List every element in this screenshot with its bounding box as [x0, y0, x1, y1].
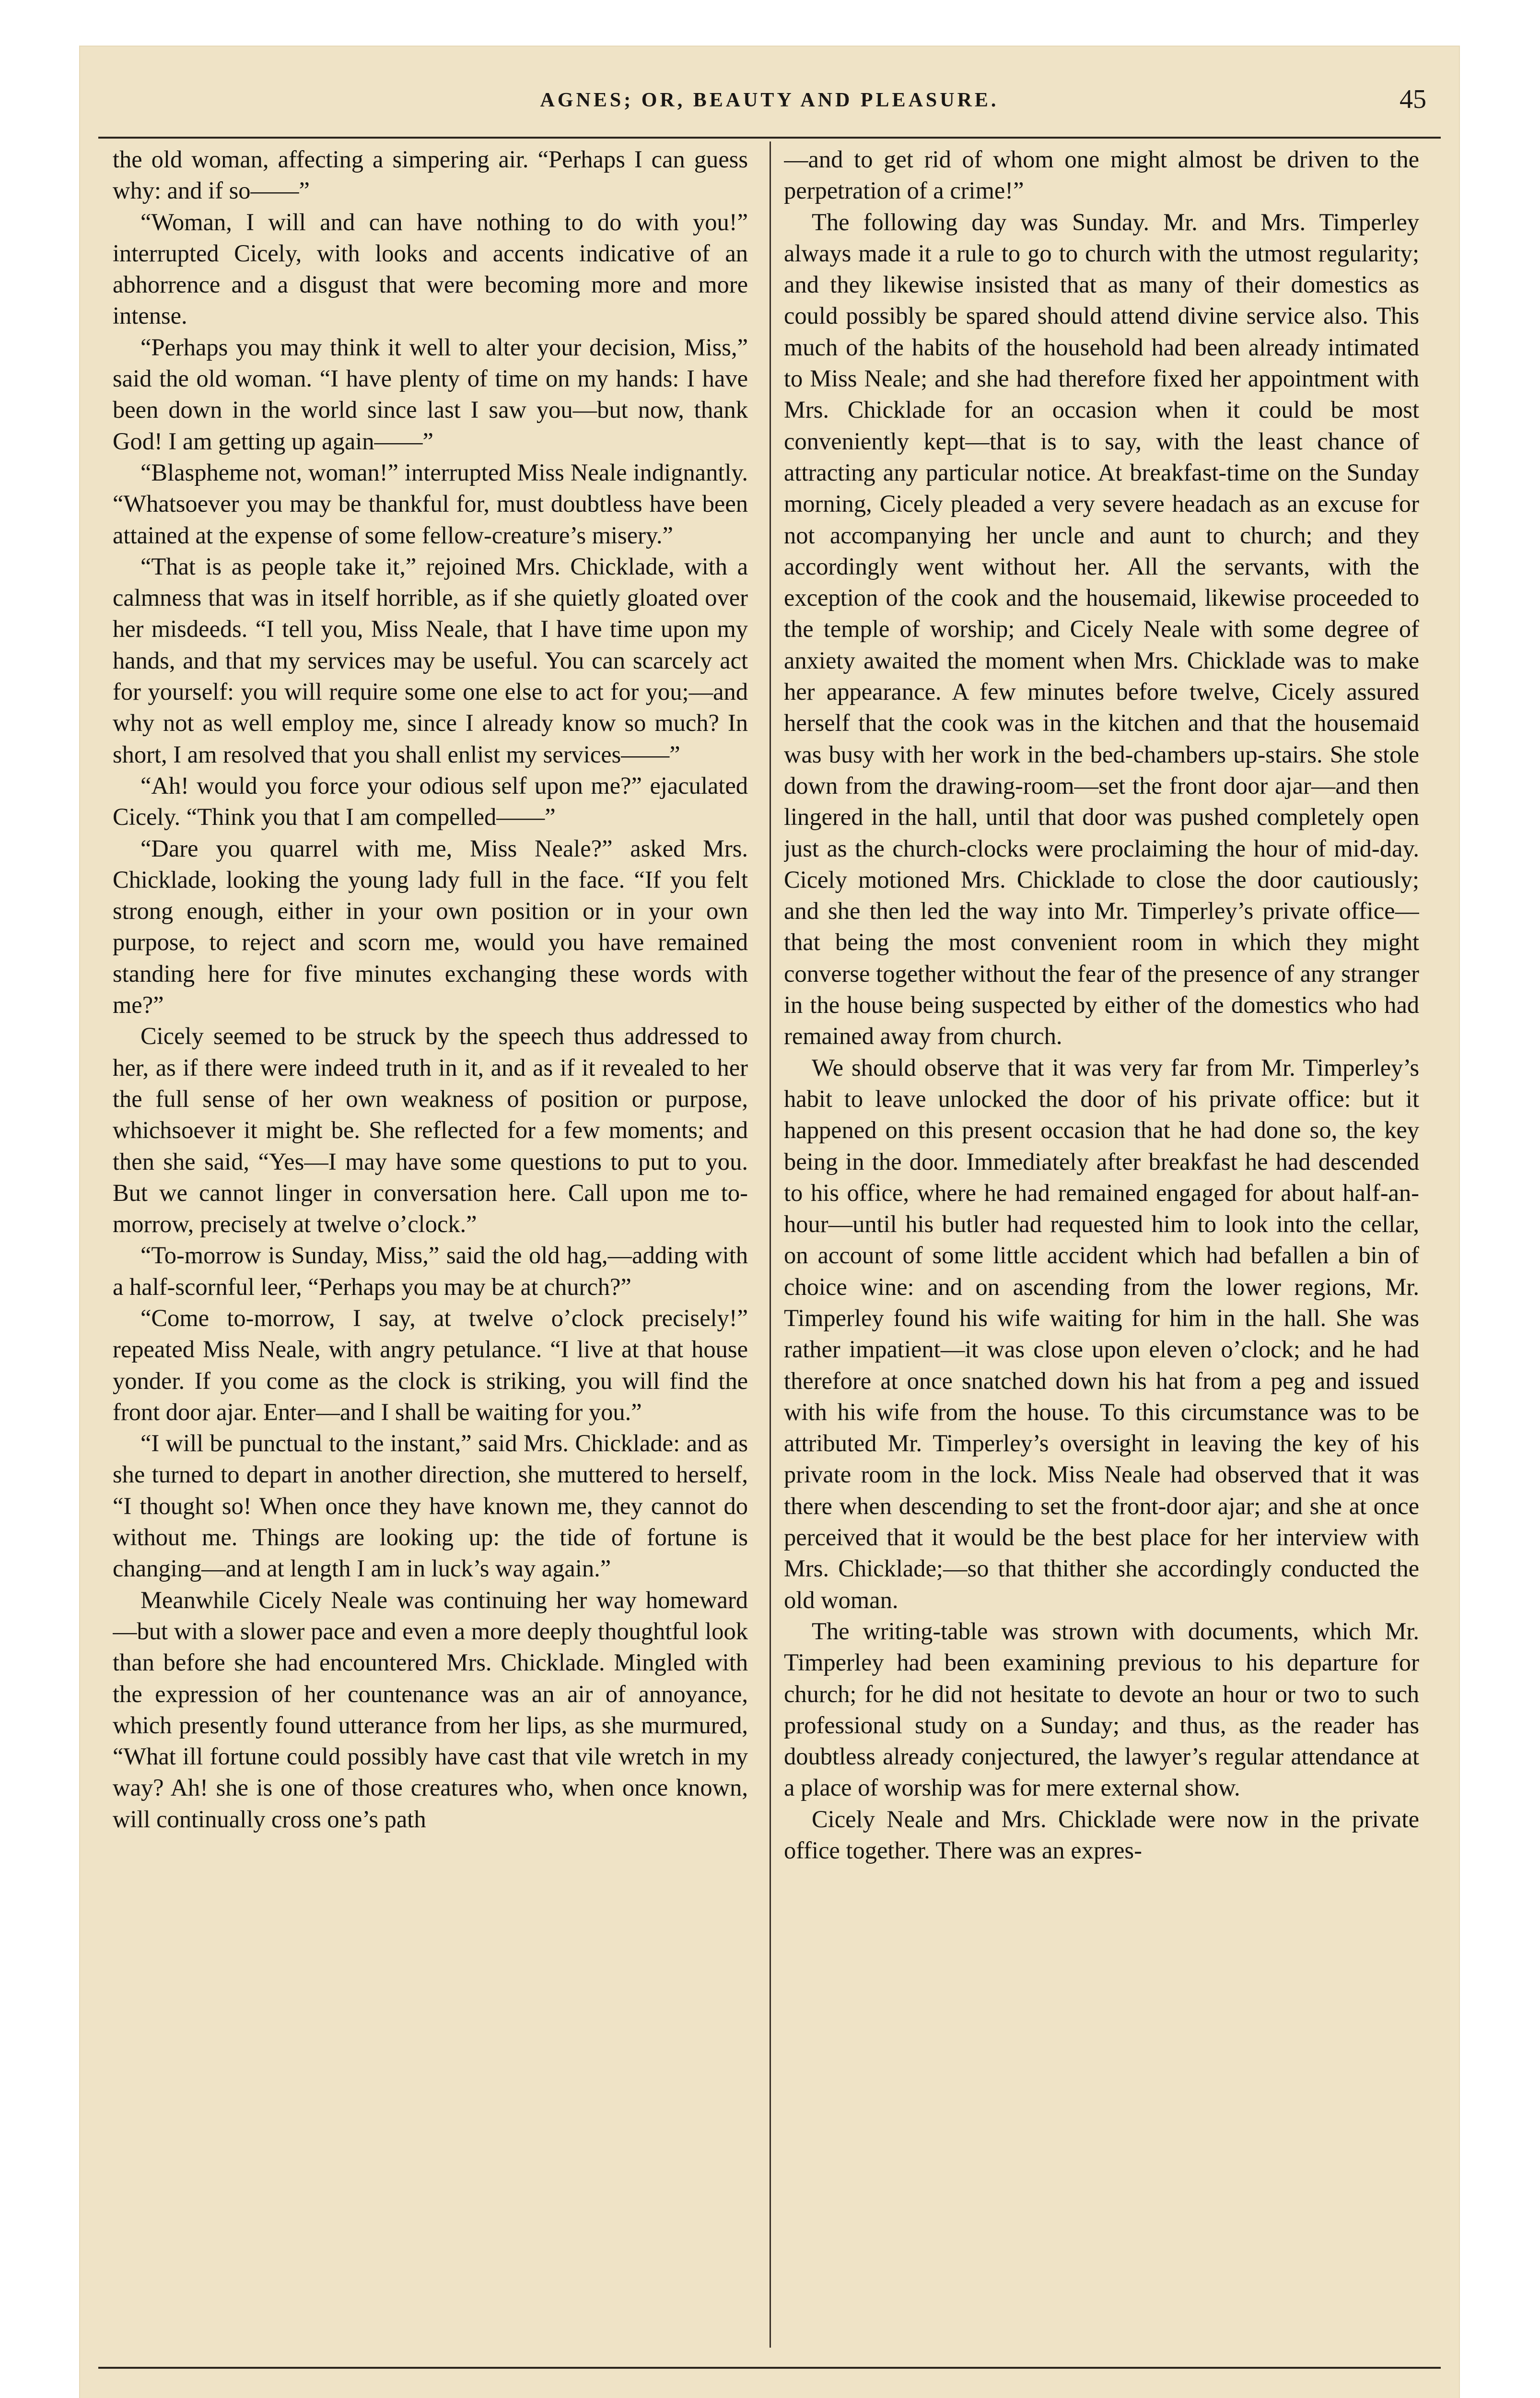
- header-rule: [98, 137, 1441, 139]
- paragraph: The following day was Sunday. Mr. and Mrs. Timperley always made it a rule to go to church with the utmost regularity; and they likewise insisted that as many of their domestics as could possibly be spared should attend divine service also. This much of the habits of the household had been already intimated to Miss Neale; and she had therefore fixed her appointment with Mrs. Chicklade for an occasion when it could be most conveniently kept—that is to say, with the least chance of attracting any particular notice. At breakfast-time on the Sunday morning, Cicely pleaded a very severe headach as an excuse for not accompanying her uncle and aunt to church; and they accordingly went without her. All the servants, with the exception of the cook and the housemaid, likewise proceeded to the temple of worship; and Cicely Neale with some degree of anxiety awaited the moment when Mrs. Chicklade was to make her appearance. A few minutes before twelve, Cicely assured herself that the cook was in the kitchen and that the housemaid was busy with her work in the bed-chambers up-stairs. She stole down from the drawing-room—set the front door ajar—and then lingered in the hall, until that door was pushed completely open just as the church-clocks were proclaiming the hour of mid-day. Cicely motioned Mrs. Chicklade to close the door cautiously; and she then led the way into Mr. Timperley’s private office—that being the most convenient room in which they might converse together without the fear of the presence of any stranger in the house being suspected by either of the domestics who had remained away from church.: [784, 208, 1419, 1050]
- paragraph: “I will be punctual to the instant,” said Mrs. Chicklade: and as she turned to depart in another direction, she muttered to herself, “I thought so! When once they have known me, they cannot do without me. Things are looking up: the tide of fortune is changing—and at length I am in luck’s way again.”: [113, 1430, 748, 1582]
- paragraph: “Perhaps you may think it well to alter your decision, Miss,” said the old woman. “I have plenty of time on my hands: I have been down in the world since last I saw you—but now, thank God! I am getting up again——”: [113, 333, 748, 455]
- page-header: [79, 80, 1460, 123]
- paragraph: Cicely seemed to be struck by the speech thus addressed to her, as if there were indeed truth in it, and as if it revealed to her the full sense of her own weakness of position or purpose, whichsoever it might be. She reflected for a few moments; and then she said, “Yes—I may have some questions to put to you. But we cannot linger in conversation here. Call upon me to-morrow, precisely at twelve o’clock.”: [113, 1023, 748, 1238]
- paragraph: “Ah! would you force your odious self upon me?” ejaculated Cicely. “Think you that I am compelled——”: [113, 772, 748, 831]
- paragraph: “Dare you quarrel with me, Miss Neale?” asked Mrs. Chicklade, looking the young lady full in the face. “If you felt strong enough, either in your own position or in your own purpose, to reject and scorn me, would you have remained standing here for five minutes exchanging these words with me?”: [113, 835, 748, 1019]
- paragraph: We should observe that it was very far from Mr. Timperley’s habit to leave unlocked the door of his private office: but it happened on this present occasion that he had done so, the key being in the door. Immediately after breakfast he had descended to his office, where he had remained engaged for about half-an-hour—until his butler had requested him to look into the cellar, on account of some little accident which had befallen a bin of choice wine: and on ascending from the lower regions, Mr. Timperley found his wife waiting for him in the hall. She was rather impatient—it was close upon eleven o’clock; and he had therefore at once snatched down his hat from a peg and issued with his wife from the house. To this circumstance was to be attributed Mr. Timperley’s oversight in leaving the key of his private room in the lock. Miss Neale had observed that it was there when descending to set the front-door ajar; and she at once perceived that it would be the best place for her interview with Mrs. Chicklade;—so that thither she accordingly conducted the old woman.: [784, 1054, 1419, 1613]
- paragraph: Cicely Neale and Mrs. Chicklade were now in the private office together. There was an expres-: [784, 1805, 1419, 1864]
- paragraph: the old woman, affecting a simpering air. “Perhaps I can guess why: and if so——”: [113, 146, 748, 204]
- book-page: [79, 46, 1460, 2398]
- paragraph: “Woman, I will and can have nothing to do with you!” interrupted Cicely, with looks and accents indicative of an abhorrence and a disgust that were becoming more and more intense.: [113, 208, 748, 329]
- left-column: [113, 144, 748, 2345]
- paragraph: The writing-table was strown with documents, which Mr. Timperley had been examining previous to his departure for church; for he did not hesitate to devote an hour or two to such professional study on a Sunday; and thus, as the reader has doubtless already conjectured, the lawyer’s regular attendance at a place of worship was for mere external show.: [784, 1617, 1419, 1801]
- right-column: [784, 144, 1419, 2345]
- paragraph: “Come to-morrow, I say, at twelve o’clock precisely!” repeated Miss Neale, with angry petulance. “I live at that house yonder. If you come as the clock is striking, you will find the front door ajar. Enter—and I shall be waiting for you.”: [113, 1304, 748, 1425]
- paragraph: “To-morrow is Sunday, Miss,” said the old hag,—adding with a half-scornful leer, “Perhaps you may be at church?”: [113, 1242, 748, 1300]
- paragraph: “That is as people take it,” rejoined Mrs. Chicklade, with a calmness that was in itself horrible, as if she quietly gloated over her misdeeds. “I tell you, Miss Neale, that I have time upon my hands, and that my services may be useful. You can scarcely act for yourself: you will require some one else to act for you;—and why not as well employ me, since I already know so much? In short, I am resolved that you shall enlist my services——”: [113, 552, 748, 768]
- paragraph: Meanwhile Cicely Neale was continuing her way homeward—but with a slower pace and even a more deeply thoughtful look than before she had encountered Mrs. Chicklade. Mingled with the expression of her countenance was an air of annoyance, which presently found utterance from her lips, as she murmured, “What ill fortune could possibly have cast that vile wretch in my way? Ah! she is one of those creatures who, when once known, will continually cross one’s path: [113, 1586, 748, 1833]
- page-number: 45: [1400, 84, 1426, 114]
- column-divider: [770, 141, 771, 2348]
- running-title: AGNES; OR, BEAUTY AND PLEASURE.: [540, 89, 999, 111]
- footer-rule: [98, 2367, 1441, 2369]
- paragraph: —and to get rid of whom one might almost be driven to the perpetration of a crime!”: [784, 146, 1419, 204]
- paragraph: “Blaspheme not, woman!” interrupted Miss Neale indignantly. “Whatsoever you may be thankful for, must doubtless have been attained at the expense of some fellow-creature’s misery.”: [113, 458, 748, 549]
